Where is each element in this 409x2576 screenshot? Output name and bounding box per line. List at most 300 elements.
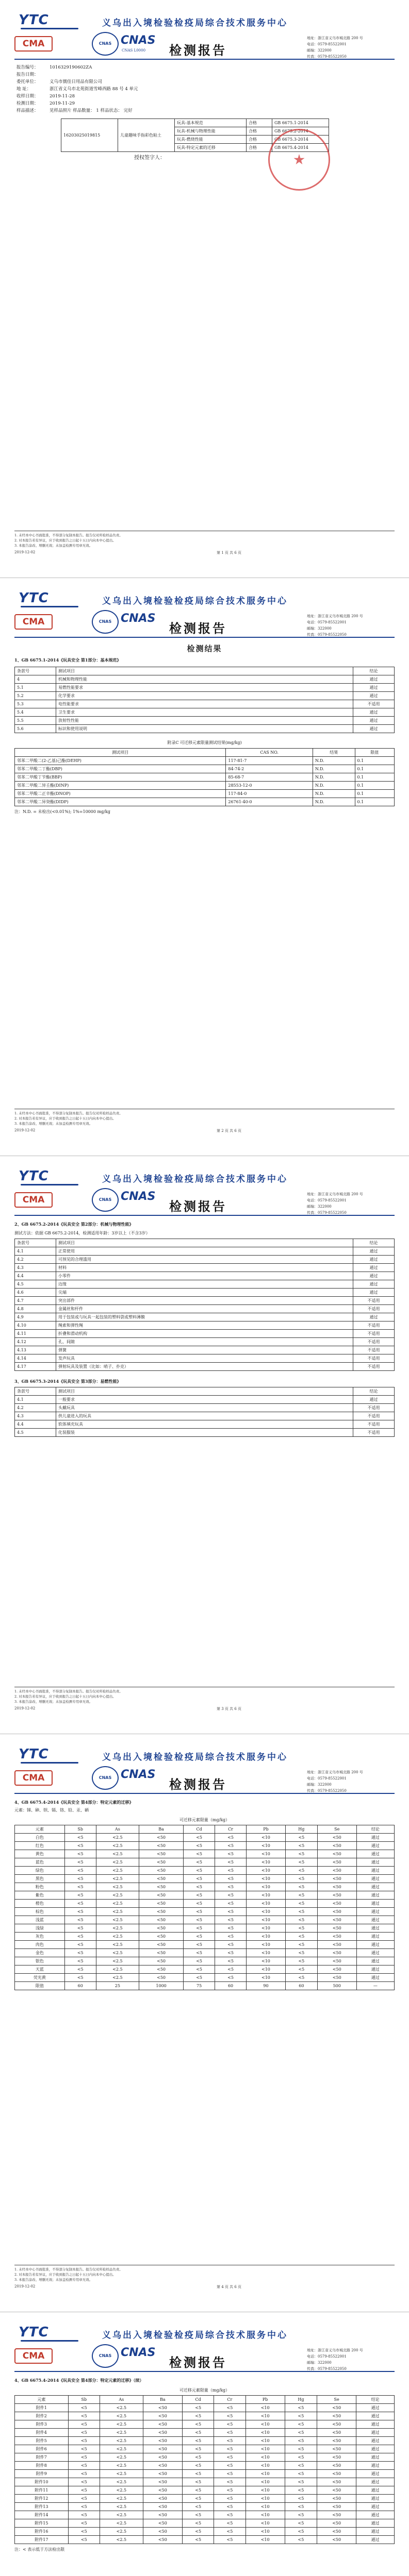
cell-value: <5	[214, 2429, 246, 2437]
company-name: 义乌出入境检验检疫局综合技术服务中心	[102, 2330, 288, 2341]
table-row	[15, 2511, 395, 2519]
cell-value: <10	[246, 2453, 285, 2462]
cell-value: <50	[317, 1842, 356, 1850]
sub-table-title: 附录C 可迁移元素限量测试结果(mg/kg)	[167, 740, 242, 745]
cell-value: <5	[285, 1883, 317, 1891]
cell-value: <5	[183, 2478, 214, 2486]
cell-value: 通过	[356, 1965, 394, 1974]
cell-value: <5	[64, 1891, 96, 1900]
cell-value: <5	[68, 2478, 100, 2486]
cell-value: <5	[214, 2462, 246, 2470]
cell-value: <5	[184, 1875, 215, 1883]
elements-table-continued: 元素 Sb As Ba Cd Cr Pb Hg Se 结论 附件1 <5 <2.5 <50 <5 <5 <10 <5 <50 通过 附件2 <5 <2.5 <50 <5 <5 <10 <5 <50 通过 附件3 <5 <2.5 <50 <5 <5 <10 <5 <50 通过 附件4 <5 <2.5 <50 <5 <5 <10 <5 <50 通过 附件5 <5 <2.5 <50 <5 <5 <10 <5 <50 通过 附件6 <5 <2.5 <50 <5 <5 <10 <5 <50 通过 附件7 <5 <2.5 <50 <5 <5 <10 <5 <50 通过 附件8 <5 <2.5 <50 <5 <5 <10 <5 <50 通过 附件9 <5 <2.5 <50 <5 <5 <10 <5 <50 通过 附件10 <5 <2.5 <50 <5 <5 <10 <5 <50 通过 附件11 <5 <2.5 <50 <5 <5 <10 <5 <50 通过 附件12 <5 <2.5 <50 <5 <5 <10 <5 <50 通过 附件13 <5 <2.5 <50 <5 <5 <10 <5 <50 通过 附件14 <5 <2.5 <50 <5 <5 <10 <5 <50 通过 附件15 <5 <2.5 <50 <5 <5 <10 <5 <50 通过 附件16 <5 <2.5 <50 <5 <5 <10 <5 <50 通过 附件17 <5 <2.5 <50 <5 <5 <10 <5 <50 通过	[14, 2395, 395, 2544]
cell-value: <50	[139, 1965, 184, 1974]
cell-value: <50	[317, 2437, 356, 2445]
cell-value: <50	[317, 1957, 356, 1965]
cell-value: <50	[139, 1974, 184, 1982]
cell-value: 通过	[356, 1941, 394, 1949]
cell-value: <5	[183, 2420, 214, 2429]
report-meta: 报告编号： 1016329190602ZA 报告日期： 委托单位： 义乌市儒佳日用品有限公司 地 址： 浙江省义乌市北苑街道雪峰西路 88 号 4 单元 收样日期： 2019-11-28 检测日期： 2019-11-29 样品描述： 见样品照片 样品数量： 1 样品状态： 完好	[17, 65, 138, 113]
cell-value: <5	[183, 2470, 214, 2478]
cell-value: 通过	[356, 1834, 394, 1842]
table-row	[15, 1957, 395, 1965]
footer-date: 2019-12-02	[14, 1128, 36, 1132]
cell-value: <5	[215, 1891, 247, 1900]
cell-value: 通过	[356, 2412, 395, 2420]
table-row: 4.2 可预见的合理滥用 通过	[15, 1256, 395, 1264]
cell-value: 通过	[356, 2528, 395, 2536]
cnas-logo: CNAS	[121, 1190, 156, 1203]
cell-value: 通过	[356, 1933, 394, 1941]
cell-value: <5	[285, 1834, 317, 1842]
row-label: 附件3	[15, 2420, 69, 2429]
section-heading-2: 3、GB 6675.3-2014《玩具安全 第3部分：易燃性能》	[14, 1379, 121, 1384]
cell-value: <2.5	[100, 2528, 143, 2536]
elements-table: 元素 Sb As Ba Cd Cr Pb Hg Se 结论 白色 <5 <2.5 <50 <5 <5 <10 <5 <50 通过 红色 <5 <2.5 <50 <5 <5 <10 <5 <50 通过 黄色 <5 <2.5 <50 <5 <5 <10 <5 <50 通过 蓝色 <5 <2.5 <50 <5 <5 <10 <5 <50 通过 绿色 <5 <2.5 <50 <5 <5 <10 <5 <50 通过 黑色 <5 <2.5 <50 <5 <5 <10 <5 <50 通过 粉色 <5 <2.5 <50 <5 <5 <10 <5 <50 通过 紫色 <5 <2.5 <50 <5 <5 <10 <5 <50 通过 橙色 <5 <2.5 <50 <5 <5 <10 <5 <50 通过 棕色 <5 <2.5 <50 <5 <5 <10 <5 <50 通过 浅蓝 <5 <2.5 <50 <5 <5 <10 <5 <50 通过 浅绿 <5 <2.5 <50 <5 <5 <10 <5 <50 通过 灰色 <5 <2.5 <50 <5 <5 <10 <5 <50 通过 肉色 <5 <2.5 <50 <5 <5 <10 <5 <50 通过 金色 <5 <2.5 <50 <5 <5 <10 <5 <50 通过 银色 <5 <2.5 <50 <5 <5 <10 <5 <50 通过 天蓝 <5 <2.5 <50 <5 <5 <10 <5 <50 通过 荧光黄 <5 <2.5 <50 <5 <5 <10 <5 <50 通过 限值 60 25 1000 75 60 90 60 500 —	[14, 1825, 395, 1990]
cell-value: <10	[246, 2404, 285, 2412]
cell-value: <2.5	[100, 2478, 143, 2486]
table-row: 4.13 弹簧 不适用	[15, 1346, 395, 1354]
company-name: 义乌出入境检验检疫局综合技术服务中心	[102, 18, 288, 28]
cell-value: <5	[68, 2536, 100, 2544]
cell-value: <2.5	[100, 2486, 143, 2495]
report-page-1	[0, 0, 409, 578]
footer-page-number: 第 4 页 共 6 页	[217, 2285, 242, 2289]
section-heading: 1、GB 6675.1-2014《玩具安全 第1部分：基本规范》	[14, 657, 121, 663]
cell-value: <5	[214, 2486, 246, 2495]
row-label: 橙色	[15, 1900, 65, 1908]
cell-value: 通过	[356, 1908, 394, 1916]
row-label: 附件8	[15, 2462, 69, 2470]
report-title: 检测报告	[169, 43, 227, 58]
row-label: 紫色	[15, 1891, 65, 1900]
row-label: 附件16	[15, 2528, 69, 2536]
cell-value: <50	[143, 2420, 182, 2429]
cell-value: <50	[317, 1949, 356, 1957]
cell-value: <5	[183, 2445, 214, 2453]
cell-value: <5	[215, 1933, 247, 1941]
section-heading: 4、GB 6675.4-2014《玩具安全 第4部分：特定元素的迁移》（续）	[14, 2378, 144, 2383]
cnas-seal-icon: CNAS	[92, 1188, 119, 1212]
cell-value: <5	[285, 2429, 317, 2437]
cell-value: 通过	[356, 1858, 394, 1867]
row-label: 棕色	[15, 1908, 65, 1916]
cell-value: <5	[214, 2536, 246, 2544]
footer-page-number: 第 1 页 共 6 页	[217, 551, 242, 555]
cell-value: <2.5	[96, 1842, 139, 1850]
cell-value: <5	[285, 1908, 317, 1916]
cell-value: <50	[317, 2486, 356, 2495]
table-row: 5.2 化学要求 通过	[15, 692, 395, 700]
cell-value: <5	[215, 1834, 247, 1842]
cell-value: <10	[246, 2495, 285, 2503]
cell-value: <2.5	[100, 2437, 143, 2445]
cell-value: <5	[285, 2445, 317, 2453]
cell-value: <10	[247, 1908, 286, 1916]
table-row: 邻苯二甲酸二正辛酯(DNOP) 117-84-0 N.D. 0.1	[15, 790, 395, 798]
report-page-5	[0, 2312, 409, 2576]
cell-value: <2.5	[96, 1900, 139, 1908]
cell-value: <2.5	[100, 2503, 143, 2511]
row-label: 白色	[15, 1834, 65, 1842]
cell-value: 通过	[356, 2519, 395, 2528]
cell-value: <5	[285, 2453, 317, 2462]
cma-logo: CMA	[14, 614, 53, 630]
cell-value: <5	[68, 2420, 100, 2429]
cell-value: 通过	[356, 2437, 395, 2445]
row-label: 附件15	[15, 2519, 69, 2528]
cell-value: <2.5	[100, 2445, 143, 2453]
summary-table: 16203025019815 儿童趣味手指彩色粘土 玩具-基本规范 合格 GB 6675.1-2014 玩具-机械与物理性能 合格 GB 6675.2-2014 玩具-燃烧性能 合格 GB 6675.3-2014 玩具-特定元素的迁移 合格 GB 6675.4-2014	[61, 118, 329, 152]
table-row	[15, 1949, 395, 1957]
cell-value: <5	[285, 1924, 317, 1933]
report-header	[14, 1743, 395, 1791]
cell-value: <5	[285, 2536, 317, 2544]
cell-value: <10	[247, 1916, 286, 1924]
cell-value: <5	[68, 2429, 100, 2437]
cell-value: 通过	[356, 1900, 394, 1908]
cell-value: <5	[183, 2519, 214, 2528]
cell-value: 通过	[356, 1974, 394, 1982]
row-label: 浅绿	[15, 1924, 65, 1933]
cell-value: <50	[139, 1924, 184, 1933]
cell-value: <5	[64, 1965, 96, 1974]
cell-value: <2.5	[96, 1957, 139, 1965]
cnas-logo: CNAS	[121, 34, 156, 47]
cell-value: <2.5	[100, 2429, 143, 2437]
cell-value: <50	[143, 2495, 182, 2503]
cell-value: <5	[184, 1908, 215, 1916]
footer-date: 2019-12-02	[14, 550, 36, 554]
cell-value: <5	[183, 2495, 214, 2503]
cell-value: <50	[139, 1891, 184, 1900]
section-intro: 测试方法：依据 GB 6675.2-2014，检测适用年龄：3岁以上（不含3岁）	[14, 1231, 150, 1235]
table-row: 5.6 标识和使用说明 通过	[15, 725, 395, 733]
cell-value: <2.5	[96, 1891, 139, 1900]
cnas-seal-icon: CNAS	[92, 1766, 119, 1790]
cell-value: <5	[285, 1875, 317, 1883]
cell-value: <50	[317, 2503, 356, 2511]
row-label: 附件5	[15, 2437, 69, 2445]
cell-value: <50	[139, 1858, 184, 1867]
cell-value: <5	[68, 2437, 100, 2445]
table-row: 4.6 尖端 通过	[15, 1289, 395, 1297]
cell-value: <50	[317, 1974, 356, 1982]
cell-value: <5	[64, 1858, 96, 1867]
cell-value: <10	[247, 1933, 286, 1941]
cnas-logo: CNAS	[121, 612, 156, 625]
table-row	[15, 1965, 395, 1974]
cell-value: <2.5	[100, 2519, 143, 2528]
table-row: 4.5 化装服装 不适用	[15, 1429, 395, 1437]
cell-value: 通过	[356, 2404, 395, 2412]
section-title: 检测结果	[187, 644, 222, 653]
cell-value: <5	[285, 1842, 317, 1850]
company-name: 义乌出入境检验检疫局综合技术服务中心	[102, 596, 288, 606]
limit-value: 1000	[139, 1982, 184, 1990]
table-row: 邻苯二甲酸二异癸酯(DIDP) 26761-40-0 N.D. 0.1	[15, 798, 395, 806]
table-row	[15, 2470, 395, 2478]
table-row: 4.4 软体填充玩具 不适用	[15, 1420, 395, 1429]
cell-value: 通过	[356, 1842, 394, 1850]
cell-value: <5	[64, 1941, 96, 1949]
cell-value: <5	[184, 1933, 215, 1941]
cell-value: <5	[184, 1965, 215, 1974]
cnas-logo: CNAS	[121, 1768, 156, 1781]
cell-value: <5	[214, 2503, 246, 2511]
table-row: 4.9 用于包装或与玩具一起包装的塑料袋或塑料薄膜 通过	[15, 1313, 395, 1321]
cell-value: <5	[68, 2404, 100, 2412]
table-row	[15, 2486, 395, 2495]
cnas-logo: CNAS	[121, 2346, 156, 2359]
cell-value: <5	[215, 1965, 247, 1974]
cell-value: <5	[285, 1858, 317, 1867]
cell-value: 通过	[356, 1867, 394, 1875]
cell-value: 通过	[356, 1850, 394, 1858]
cell-value: <50	[139, 1949, 184, 1957]
row-label: 附件12	[15, 2495, 69, 2503]
cell-value: 通过	[356, 2511, 395, 2519]
cell-value: <5	[184, 1850, 215, 1858]
cell-value: <5	[285, 2503, 317, 2511]
ytc-logo: YTC	[19, 12, 86, 31]
row-label: 红色	[15, 1842, 65, 1850]
cell-value: <5	[183, 2462, 214, 2470]
cell-value: <2.5	[100, 2511, 143, 2519]
row-label: 附件13	[15, 2503, 69, 2511]
cell-value: <5	[285, 1957, 317, 1965]
cell-value: <10	[247, 1974, 286, 1982]
cell-value: <5	[64, 1900, 96, 1908]
cell-value: <2.5	[100, 2536, 143, 2544]
cell-value: <5	[285, 1850, 317, 1858]
cell-value: <5	[64, 1908, 96, 1916]
cell-value: <5	[215, 1900, 247, 1908]
cell-value: <5	[285, 2404, 317, 2412]
cell-value: <50	[143, 2536, 182, 2544]
cell-value: <50	[139, 1867, 184, 1875]
cell-value: <5	[285, 2511, 317, 2519]
cell-value: <10	[246, 2536, 285, 2544]
cell-value: <5	[184, 1949, 215, 1957]
cell-value: <5	[214, 2404, 246, 2412]
cell-value: <5	[214, 2470, 246, 2478]
row-label: 蓝色	[15, 1858, 65, 1867]
table-row	[15, 1850, 395, 1858]
cell-value: <10	[246, 2420, 285, 2429]
table-row: 4 机械和物理性能 通过	[15, 675, 395, 684]
cell-value: <5	[64, 1850, 96, 1858]
cell-value: <2.5	[100, 2420, 143, 2429]
cell-value: <50	[317, 1875, 356, 1883]
cell-value: <50	[139, 1850, 184, 1858]
cnas-seal-icon: CNAS	[92, 32, 119, 56]
cell-value: <50	[143, 2429, 182, 2437]
limit-value: 60	[285, 1982, 317, 1990]
cell-value: <5	[214, 2478, 246, 2486]
table-row	[15, 2528, 395, 2536]
footer-date: 2019-12-02	[14, 1706, 36, 1710]
table-row: 4.11 折叠和滑动机构 不适用	[15, 1330, 395, 1338]
cell-value: 通过	[356, 2495, 395, 2503]
table-row: 4.14 发声玩具 不适用	[15, 1354, 395, 1363]
cell-value: <2.5	[96, 1867, 139, 1875]
cell-value: 通过	[356, 2536, 395, 2544]
cell-value: <5	[183, 2404, 214, 2412]
cell-value: <5	[214, 2420, 246, 2429]
row-label: 肉色	[15, 1941, 65, 1949]
cell-value: <50	[317, 1900, 356, 1908]
cell-value: <5	[215, 1941, 247, 1949]
cell-value: <50	[143, 2437, 182, 2445]
cell-value: <50	[139, 1834, 184, 1842]
cell-value: <10	[247, 1957, 286, 1965]
cell-value: <10	[247, 1834, 286, 1842]
table-row	[15, 1933, 395, 1941]
cell-value: <50	[143, 2511, 182, 2519]
cell-value: <5	[184, 1941, 215, 1949]
cell-value: <50	[139, 1842, 184, 1850]
table-row	[15, 1834, 395, 1842]
contact-info: 地址：浙江省义乌市城北路 200 号 电话：0579-85522001 邮编：322000 传真：0579-85522050	[307, 2348, 363, 2371]
cell-value: <5	[64, 1834, 96, 1842]
cell-value: <2.5	[100, 2470, 143, 2478]
cell-value: <5	[285, 1891, 317, 1900]
cell-value: <10	[246, 2445, 285, 2453]
cell-value: <5	[183, 2412, 214, 2420]
cell-value: <10	[247, 1875, 286, 1883]
cell-value: <2.5	[100, 2495, 143, 2503]
cell-value: <5	[285, 2519, 317, 2528]
company-name: 义乌出入境检验检疫局综合技术服务中心	[102, 1752, 288, 1762]
footer-notes: 1. 未经本中心书面批准，不得部分复制本报告。报告仅对所检样品负责。 2. 对本报告若有异议，应于收到报告之日起十五日内向本中心提出。 3. 本报告涂改、增删无效；未加盖检测专用章无效。	[14, 533, 123, 548]
cell-value: <10	[246, 2470, 285, 2478]
table-row	[15, 2478, 395, 2486]
cell-value: <10	[247, 1867, 286, 1875]
limit-value: 25	[96, 1982, 139, 1990]
table-row	[15, 1891, 395, 1900]
cell-value: <5	[214, 2519, 246, 2528]
table-row: 4.4 小零件 通过	[15, 1272, 395, 1280]
table-row: 5.4 卫生要求 通过	[15, 708, 395, 717]
row-label: 荧光黄	[15, 1974, 65, 1982]
cell-value: 通过	[356, 1949, 394, 1957]
cell-value: <50	[139, 1900, 184, 1908]
cell-value: 通过	[356, 2420, 395, 2429]
table-row	[15, 1924, 395, 1933]
cell-value: <5	[285, 2495, 317, 2503]
cell-value: <5	[68, 2511, 100, 2519]
cell-value: <10	[246, 2519, 285, 2528]
table-note: 注：< 表示低于方法检出限	[14, 2547, 65, 2552]
cma-logo: CMA	[14, 1192, 53, 1208]
table-row	[15, 2536, 395, 2544]
flammability-table: 条款号 测试项目 结论 4.1 一般要求 通过 4.2 头戴玩具 不适用 4.3 供儿童进入的玩具 不适用 4.4 软体填充玩具 不适用 4.5 化装服装 不适用	[14, 1387, 395, 1437]
cell-value: <50	[143, 2412, 182, 2420]
table-row	[15, 2462, 395, 2470]
cell-value: <2.5	[100, 2462, 143, 2470]
cell-value: <5	[285, 2420, 317, 2429]
cell-value: <5	[215, 1858, 247, 1867]
limit-value: 500	[317, 1982, 356, 1990]
ytc-logo: YTC	[19, 2325, 86, 2343]
table-row: 邻苯二甲酸二(2-乙基)己酯(DEHP) 117-81-7 N.D. 0.1	[15, 757, 395, 765]
cell-value: <5	[68, 2453, 100, 2462]
limit-value: 90	[247, 1982, 286, 1990]
cell-value: <50	[143, 2462, 182, 2470]
cell-value: <2.5	[100, 2412, 143, 2420]
cell-value: <5	[64, 1933, 96, 1941]
cell-value: <5	[285, 1965, 317, 1974]
cell-value: <5	[64, 1867, 96, 1875]
cell-value: <50	[317, 2519, 356, 2528]
cell-value: <5	[285, 2478, 317, 2486]
cell-value: 通过	[356, 1883, 394, 1891]
cell-value: <5	[68, 2462, 100, 2470]
cma-logo: CMA	[14, 1770, 53, 1786]
cell-value: <50	[317, 1924, 356, 1933]
table-row: 邻苯二甲酸二丁酯(DBP) 84-74-2 N.D. 0.1	[15, 765, 395, 773]
cell-value: <10	[247, 1965, 286, 1974]
report-header	[14, 587, 395, 635]
row-label: 附件7	[15, 2453, 69, 2462]
cell-value: <50	[317, 1883, 356, 1891]
cell-value: <5	[285, 1900, 317, 1908]
cell-value: <2.5	[96, 1850, 139, 1858]
cell-value: <2.5	[96, 1965, 139, 1974]
cell-value: 通过	[356, 2462, 395, 2470]
cell-value: <10	[247, 1858, 286, 1867]
ytc-logo: YTC	[19, 590, 86, 609]
cell-value: 通过	[356, 1891, 394, 1900]
cell-value: <50	[317, 1916, 356, 1924]
row-label: 附件6	[15, 2445, 69, 2453]
cell-value: <50	[139, 1933, 184, 1941]
ytc-logo: YTC	[19, 1168, 86, 1187]
cell-value: <5	[68, 2412, 100, 2420]
section-heading: 2、GB 6675.2-2014《玩具安全 第2部分：机械与物理性能》	[14, 1222, 134, 1227]
table-row	[15, 2495, 395, 2503]
cell-value: <10	[246, 2511, 285, 2519]
cell-value: <5	[215, 1957, 247, 1965]
cell-value: <50	[139, 1941, 184, 1949]
cell-value: <5	[184, 1974, 215, 1982]
cell-value: <5	[215, 1850, 247, 1858]
signature-label: 授权签字人：	[134, 155, 165, 161]
row-label: 灰色	[15, 1933, 65, 1941]
table-title: 可迁移元素限量（mg/kg）	[179, 2388, 230, 2393]
cell-value: <10	[247, 1949, 286, 1957]
table-row: 4.2 头戴玩具 不适用	[15, 1404, 395, 1412]
mechanical-table: 条款号 测试项目 结论 4.1 正常使用 通过 4.2 可预见的合理滥用 通过 4.3 材料 通过 4.4 小零件 通过 4.5 边缘 通过 4.6 尖端 通过 4.7 突出部件 不适用 4.8 金属丝和杆件 不适用 4.9 用于包装或与玩具一起包装的塑料袋或塑料薄膜 通过 4.10 绳索和弹性绳 不适用 4.11 折叠和滑动机构 不适用 4.12 孔、间隙 不适用 4.13 弹簧 不适用 4.14 发声玩具 不适用 4.17 弹射玩具及装置（比如：哨子、扑克） 不适用	[14, 1239, 395, 1371]
cnas-number: CNAS L0000	[122, 48, 146, 53]
cell-value: <5	[184, 1900, 215, 1908]
cell-value: <5	[184, 1924, 215, 1933]
cell-value: <50	[317, 2445, 356, 2453]
cell-value: <50	[317, 2536, 356, 2544]
cell-value: <5	[183, 2486, 214, 2495]
cell-value: 通过	[356, 1875, 394, 1883]
limit-value: —	[356, 1982, 394, 1990]
cell-value: <5	[68, 2528, 100, 2536]
table-row: 4.10 绳索和弹性绳 不适用	[15, 1321, 395, 1330]
table-row	[15, 1875, 395, 1883]
cell-value: <5	[214, 2511, 246, 2519]
row-label: 银色	[15, 1957, 65, 1965]
cell-value: <2.5	[96, 1834, 139, 1842]
table-row: 4.1 一般要求 通过	[15, 1396, 395, 1404]
row-label: 黑色	[15, 1875, 65, 1883]
